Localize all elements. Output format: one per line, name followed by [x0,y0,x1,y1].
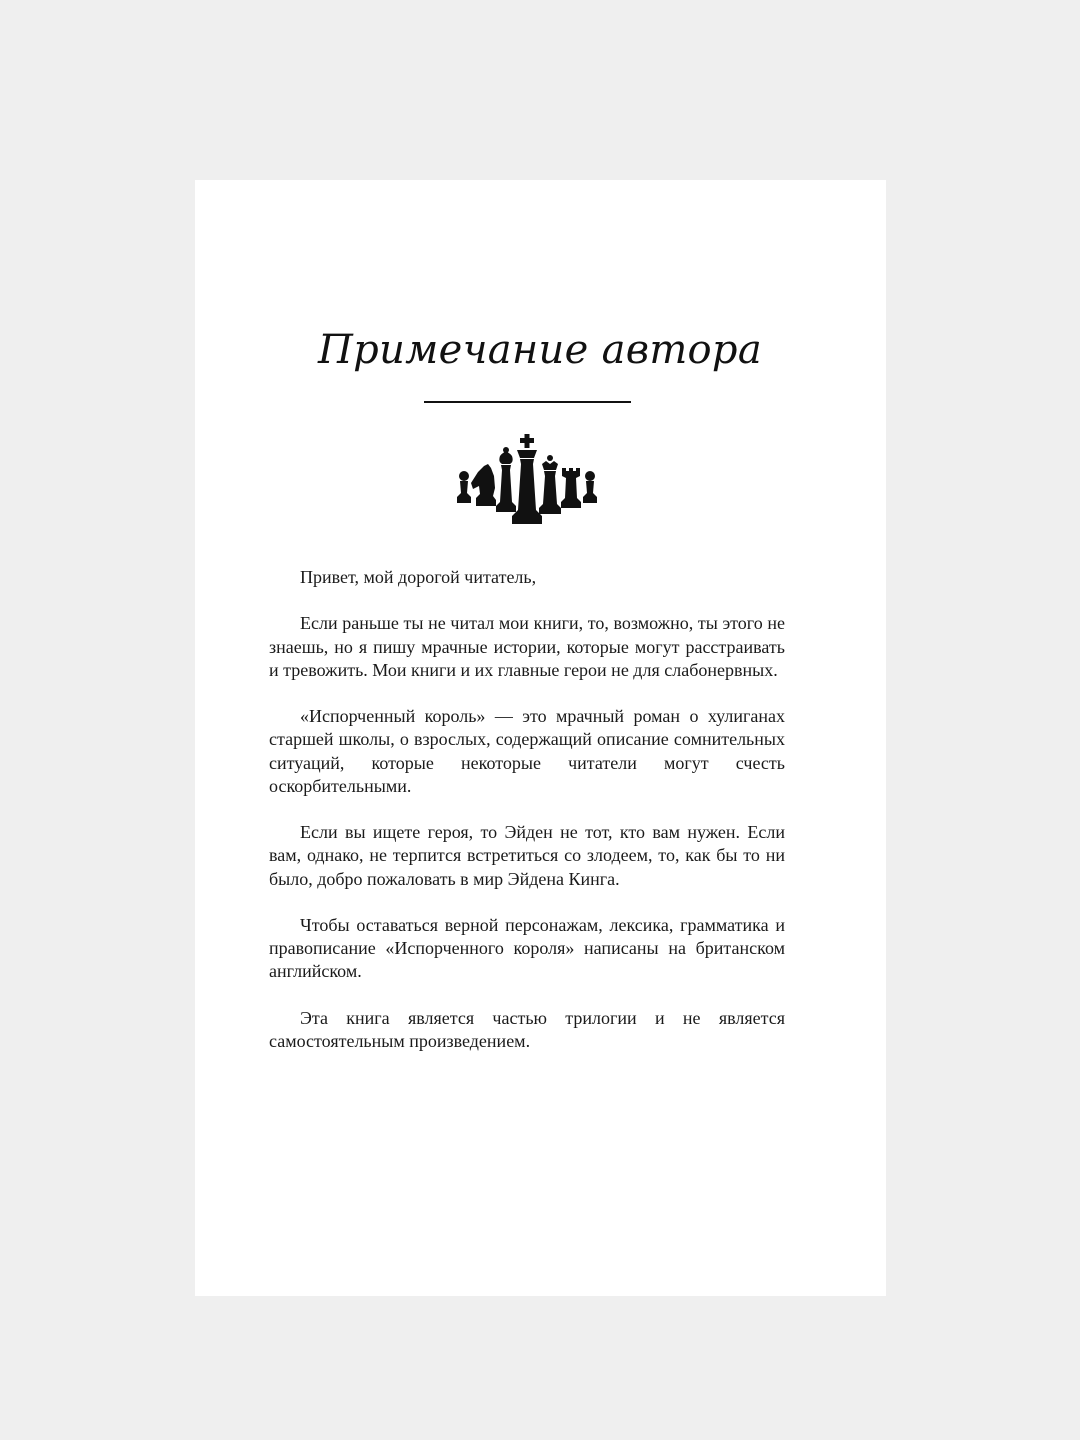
paragraph: Если раньше ты не читал мои книги, то, возможно, ты этого не знаешь, но я пишу мрачные истории, которые могут расстраивать и тревожить. Мои книги и их главные герои не для слабонервных. [269,613,785,680]
author-note-text [269,566,785,1076]
title-divider [424,401,631,403]
page-title: Примечание автора [317,327,762,373]
paragraph-greeting: Привет, мой дорогой читатель, [300,567,537,587]
chess-pieces-icon [454,434,600,526]
paragraph: Если вы ищете героя, то Эйден не тот, кто вам нужен. Если вам, однако, не терпится встретиться со злодеем, то, как бы то ни было, добро пожаловать в мир Эйдена Кинга. [269,822,785,889]
paragraph: Чтобы оставаться верной персонажам, лексика, грамматика и правописание «Испорченного короля» написаны на британском английском. [269,914,785,982]
paragraph: Эта книга является частью трилогии и не является самостоятельным произведением. [269,1007,785,1051]
paragraph: «Испорченный король» — это мрачный роман о хулиганах старшей школы, о взрослых, содержащий описание сомнительных ситуаций, которые некоторые читатели могут счесть оскорбительными. [269,706,785,796]
